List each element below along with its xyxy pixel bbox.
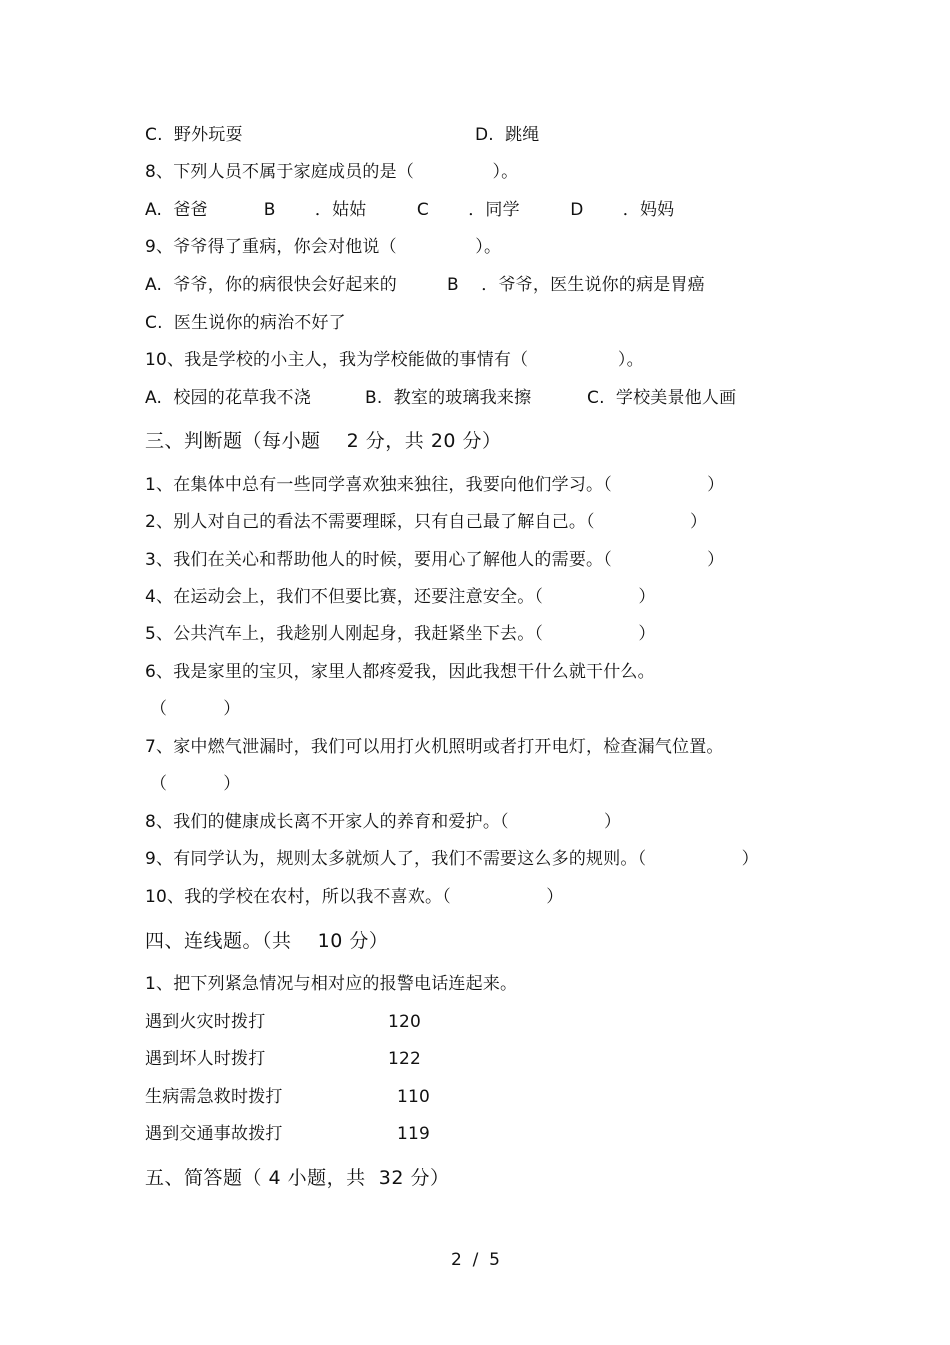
- matching-left-4: 遇到交通事故拨打: [145, 1124, 283, 1144]
- matching-right-3: 110: [397, 1087, 431, 1107]
- matching-right-4: 119: [397, 1124, 431, 1144]
- matching-right-1: 120: [388, 1012, 422, 1032]
- judge-item-9: 9、有同学认为，规则太多就烦人了，我们不需要这么多的规则。（ ）: [145, 849, 759, 869]
- section-5-title: 五、简答题（ 4 小题，共 32 分）: [145, 1167, 450, 1189]
- option-9c: C. 医生说你的病治不好了: [145, 313, 346, 333]
- question-8: 8、下列人员不属于家庭成员的是（ ）。: [145, 162, 519, 182]
- matching-right-2: 122: [388, 1049, 422, 1069]
- judge-item-1: 1、在集体中总有一些同学喜欢独来独往，我要向他们学习。（ ）: [145, 475, 725, 495]
- question-9: 9、爷爷得了重病，你会对他说（ ）。: [145, 237, 502, 257]
- option-9b: B ．爷爷，医生说你的病是胃癌: [447, 275, 705, 295]
- option-7c: C. 野外玩耍: [145, 125, 243, 145]
- matching-left-2: 遇到坏人时拨打: [145, 1049, 266, 1069]
- section-3-title: 三、判断题（每小题 2 分，共 20 分）: [145, 430, 502, 452]
- page-number: 2 / 5: [451, 1250, 500, 1270]
- option-10a: A. 校园的花草我不浇: [145, 388, 311, 408]
- matching-left-3: 生病需急救时拨打: [145, 1087, 283, 1107]
- judge-item-7: 7、家中燃气泄漏时，我们可以用打火机照明或者打开电灯，检查漏气位置。: [145, 737, 724, 757]
- option-10c: C. 学校美景他人画: [587, 388, 737, 408]
- judge-item-8: 8、我们的健康成长离不开家人的养育和爱护。（ ）: [145, 812, 622, 832]
- judge-item-6: 6、我是家里的宝贝，家里人都疼爱我，因此我想干什么就干什么。: [145, 662, 655, 682]
- option-9a: A. 爷爷，你的病很快会好起来的: [145, 275, 397, 295]
- judge-item-2: 2、别人对自己的看法不需要理睬，只有自己最了解自己。（ ）: [145, 512, 708, 532]
- judge-item-6-blank: （ ）: [150, 699, 241, 719]
- matching-question: 1、把下列紧急情况与相对应的报警电话连起来。: [145, 974, 518, 994]
- judge-item-3: 3、我们在关心和帮助他人的时候，要用心了解他人的需要。（ ）: [145, 550, 725, 570]
- question-10: 10、我是学校的小主人，我为学校能做的事情有（ ）。: [145, 350, 644, 370]
- matching-left-1: 遇到火灾时拨打: [145, 1012, 266, 1032]
- judge-item-7-blank: （ ）: [150, 774, 241, 794]
- option-10b: B. 教室的玻璃我来擦: [365, 388, 532, 408]
- judge-item-4: 4、在运动会上，我们不但要比赛，还要注意安全。（ ）: [145, 587, 656, 607]
- section-4-title: 四、连线题。（共 10 分）: [145, 930, 389, 952]
- judge-item-10: 10、我的学校在农村，所以我不喜欢。（ ）: [145, 887, 564, 907]
- question-8-options: A. 爸爸 B ．姑姑 C ．同学 D ．妈妈: [145, 200, 675, 220]
- option-7d: D. 跳绳: [475, 125, 540, 145]
- judge-item-5: 5、公共汽车上，我趁别人刚起身，我赶紧坐下去。（ ）: [145, 624, 656, 644]
